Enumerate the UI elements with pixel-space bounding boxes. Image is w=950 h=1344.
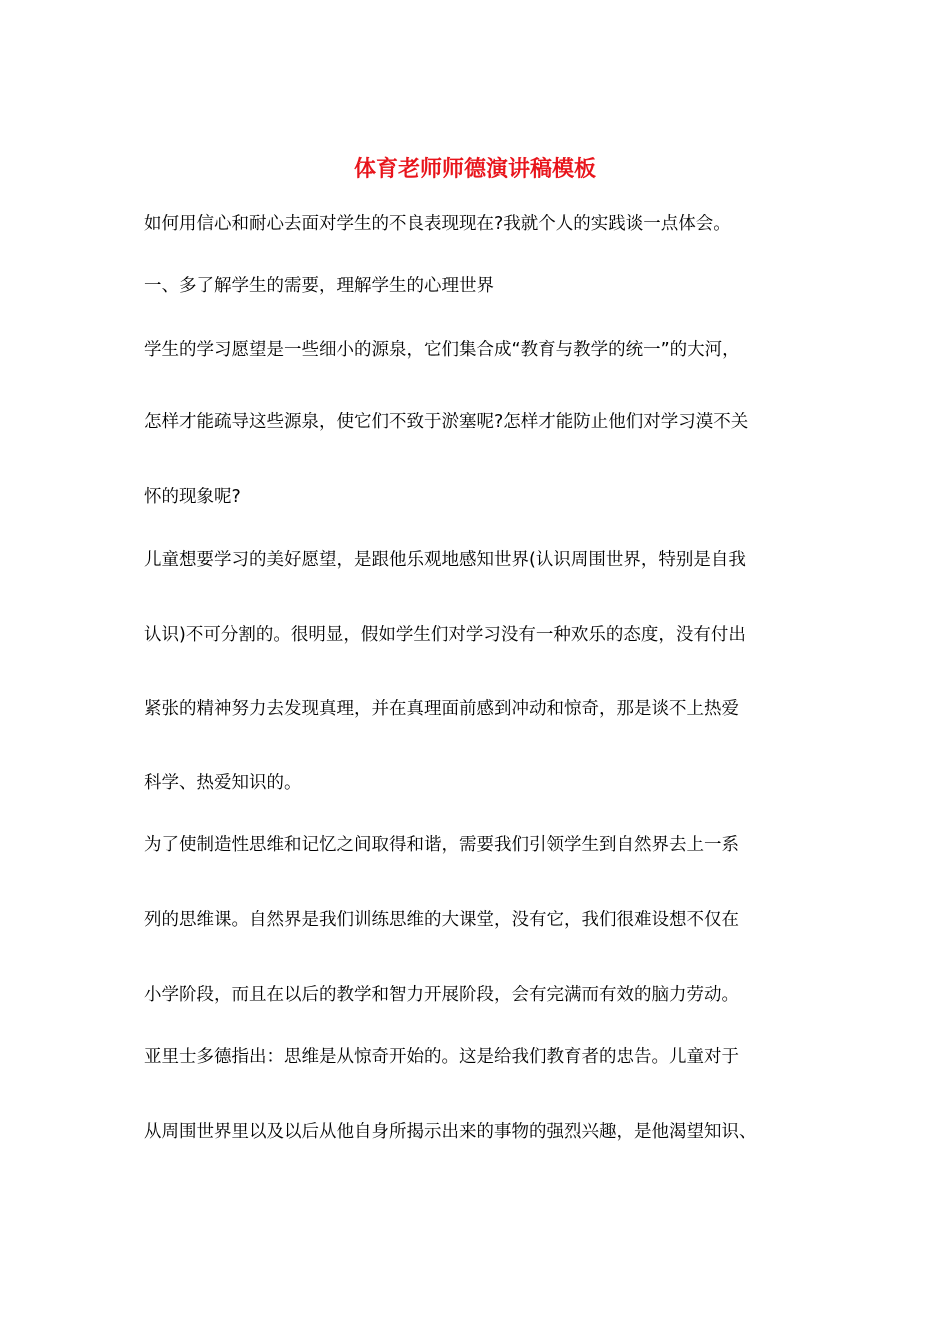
text-line: 怎样才能疏导这些源泉，使它们不致于淤塞呢?怎样才能防止他们对学习漠不关 xyxy=(144,412,749,432)
text-line: 紧张的精神努力去发现真理，并在真理面前感到冲动和惊奇，那是谈不上热爱 xyxy=(144,699,739,719)
text-line: 列的思维课。自然界是我们训练思维的大课堂，没有它，我们很难设想不仅在 xyxy=(144,910,739,930)
text-line: 小学阶段，而且在以后的教学和智力开展阶段，会有完满而有效的脑力劳动。 xyxy=(144,985,739,1005)
document-title: 体育老师师德演讲稿模板 xyxy=(353,156,596,182)
text-line: 科学、热爱知识的。 xyxy=(144,773,302,793)
text-line: 学生的学习愿望是一些细小的源泉，它们集合成“教育与教学的统一”的大河， xyxy=(144,340,740,360)
text-line: 一、多了解学生的需要，理解学生的心理世界 xyxy=(144,276,494,296)
text-line: 从周围世界里以及以后从他自身所揭示出来的事物的强烈兴趣，是他渴望知识、 xyxy=(144,1122,757,1142)
text-line: 为了使制造性思维和记忆之间取得和谐，需要我们引领学生到自然界去上一系 xyxy=(144,835,739,855)
text-line: 认识)不可分割的。很明显，假如学生们对学习没有一种欢乐的态度，没有付出 xyxy=(144,625,746,645)
text-line: 怀的现象呢? xyxy=(144,487,241,507)
text-line: 亚里士多德指出：思维是从惊奇开始的。这是给我们教育者的忠告。儿童对于 xyxy=(144,1047,739,1067)
text-line: 儿童想要学习的美好愿望，是跟他乐观地感知世界(认识周围世界，特别是自我 xyxy=(144,550,746,570)
text-line: 如何用信心和耐心去面对学生的不良表现现在?我就个人的实践谈一点体会。 xyxy=(144,214,731,234)
